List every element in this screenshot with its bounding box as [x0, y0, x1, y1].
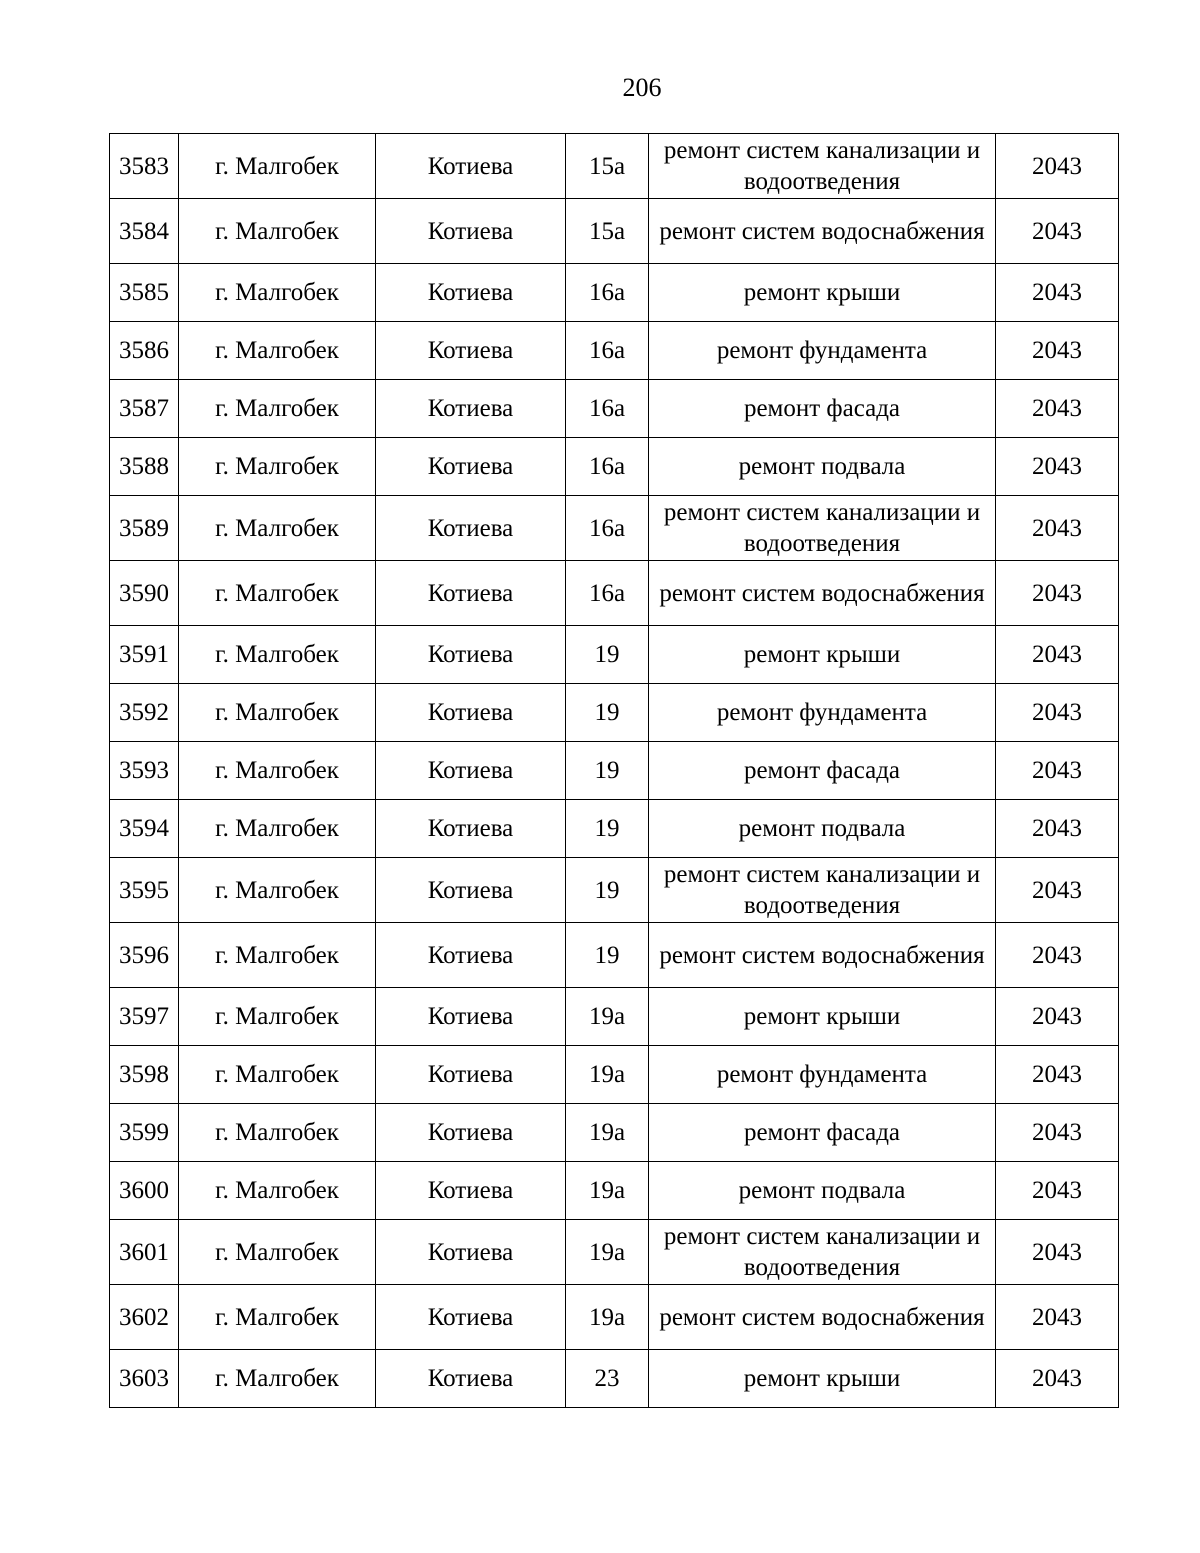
work-type-cell: ремонт систем водоснабжения — [649, 1285, 996, 1350]
work-type-cell: ремонт систем канализации и водоотведения — [649, 858, 996, 923]
year-cell: 2043 — [996, 1162, 1119, 1220]
row-number-cell: 3592 — [110, 684, 179, 742]
street-cell: Котиева — [376, 684, 566, 742]
row-number-cell: 3603 — [110, 1350, 179, 1408]
table-row — [110, 438, 1119, 496]
table-row — [110, 1220, 1119, 1285]
house-cell: 16а — [566, 380, 649, 438]
row-number-cell: 3588 — [110, 438, 179, 496]
city-cell: г. Малгобек — [179, 1285, 376, 1350]
table-row — [110, 496, 1119, 561]
row-number-cell: 3597 — [110, 988, 179, 1046]
table-row — [110, 134, 1119, 199]
house-cell: 15а — [566, 134, 649, 199]
street-cell: Котиева — [376, 626, 566, 684]
year-cell: 2043 — [996, 1104, 1119, 1162]
house-cell: 16а — [566, 264, 649, 322]
city-cell: г. Малгобек — [179, 134, 376, 199]
street-cell: Котиева — [376, 1104, 566, 1162]
year-cell: 2043 — [996, 264, 1119, 322]
work-type-cell: ремонт крыши — [649, 1350, 996, 1408]
street-cell: Котиева — [376, 134, 566, 199]
table-row — [110, 1285, 1119, 1350]
house-cell: 19а — [566, 1162, 649, 1220]
table-row — [110, 1350, 1119, 1408]
table-row — [110, 684, 1119, 742]
work-type-cell: ремонт систем водоснабжения — [649, 199, 996, 264]
year-cell: 2043 — [996, 858, 1119, 923]
year-cell: 2043 — [996, 1220, 1119, 1285]
city-cell: г. Малгобек — [179, 742, 376, 800]
house-cell: 19а — [566, 1104, 649, 1162]
row-number-cell: 3598 — [110, 1046, 179, 1104]
house-cell: 19 — [566, 742, 649, 800]
city-cell: г. Малгобек — [179, 1350, 376, 1408]
table-body — [110, 134, 1119, 1408]
work-type-cell: ремонт подвала — [649, 438, 996, 496]
row-number-cell: 3590 — [110, 561, 179, 626]
street-cell: Котиева — [376, 1046, 566, 1104]
work-type-cell: ремонт крыши — [649, 264, 996, 322]
table-row — [110, 858, 1119, 923]
house-cell: 15а — [566, 199, 649, 264]
row-number-cell: 3596 — [110, 923, 179, 988]
row-number-cell: 3601 — [110, 1220, 179, 1285]
table-row — [110, 1104, 1119, 1162]
year-cell: 2043 — [996, 1350, 1119, 1408]
table-row — [110, 380, 1119, 438]
city-cell: г. Малгобек — [179, 264, 376, 322]
city-cell: г. Малгобек — [179, 1046, 376, 1104]
row-number-cell: 3583 — [110, 134, 179, 199]
year-cell: 2043 — [996, 438, 1119, 496]
house-cell: 19 — [566, 626, 649, 684]
city-cell: г. Малгобек — [179, 626, 376, 684]
row-number-cell: 3585 — [110, 264, 179, 322]
work-type-cell: ремонт фасада — [649, 1104, 996, 1162]
house-cell: 19 — [566, 923, 649, 988]
street-cell: Котиева — [376, 199, 566, 264]
city-cell: г. Малгобек — [179, 380, 376, 438]
work-type-cell: ремонт подвала — [649, 800, 996, 858]
year-cell: 2043 — [996, 626, 1119, 684]
row-number-cell: 3599 — [110, 1104, 179, 1162]
house-cell: 16а — [566, 322, 649, 380]
street-cell: Котиева — [376, 438, 566, 496]
house-cell: 19а — [566, 1046, 649, 1104]
house-cell: 16а — [566, 561, 649, 626]
row-number-cell: 3593 — [110, 742, 179, 800]
row-number-cell: 3591 — [110, 626, 179, 684]
house-cell: 16а — [566, 496, 649, 561]
house-cell: 19 — [566, 684, 649, 742]
street-cell: Котиева — [376, 1350, 566, 1408]
table-row — [110, 626, 1119, 684]
house-cell: 19а — [566, 1285, 649, 1350]
row-number-cell: 3589 — [110, 496, 179, 561]
street-cell: Котиева — [376, 1162, 566, 1220]
work-type-cell: ремонт систем канализации и водоотведения — [649, 1220, 996, 1285]
year-cell: 2043 — [996, 742, 1119, 800]
table-row — [110, 322, 1119, 380]
city-cell: г. Малгобек — [179, 561, 376, 626]
row-number-cell: 3584 — [110, 199, 179, 264]
city-cell: г. Малгобек — [179, 988, 376, 1046]
city-cell: г. Малгобек — [179, 858, 376, 923]
work-type-cell: ремонт крыши — [649, 626, 996, 684]
work-type-cell: ремонт фундамента — [649, 684, 996, 742]
house-cell: 16а — [566, 438, 649, 496]
table-row — [110, 1162, 1119, 1220]
row-number-cell: 3594 — [110, 800, 179, 858]
house-cell: 19 — [566, 858, 649, 923]
house-cell: 19а — [566, 988, 649, 1046]
year-cell: 2043 — [996, 496, 1119, 561]
street-cell: Котиева — [376, 561, 566, 626]
city-cell: г. Малгобек — [179, 684, 376, 742]
table-row — [110, 988, 1119, 1046]
year-cell: 2043 — [996, 684, 1119, 742]
city-cell: г. Малгобек — [179, 1104, 376, 1162]
year-cell: 2043 — [996, 199, 1119, 264]
year-cell: 2043 — [996, 923, 1119, 988]
city-cell: г. Малгобек — [179, 199, 376, 264]
house-cell: 23 — [566, 1350, 649, 1408]
row-number-cell: 3595 — [110, 858, 179, 923]
work-type-cell: ремонт крыши — [649, 988, 996, 1046]
work-type-cell: ремонт систем канализации и водоотведения — [649, 134, 996, 199]
table-row — [110, 1046, 1119, 1104]
row-number-cell: 3600 — [110, 1162, 179, 1220]
repair-schedule-table — [109, 133, 1119, 1408]
table-row — [110, 264, 1119, 322]
work-type-cell: ремонт фасада — [649, 742, 996, 800]
year-cell: 2043 — [996, 380, 1119, 438]
street-cell: Котиева — [376, 988, 566, 1046]
house-cell: 19а — [566, 1220, 649, 1285]
year-cell: 2043 — [996, 1046, 1119, 1104]
row-number-cell: 3602 — [110, 1285, 179, 1350]
work-type-cell: ремонт систем водоснабжения — [649, 923, 996, 988]
city-cell: г. Малгобек — [179, 322, 376, 380]
work-type-cell: ремонт систем водоснабжения — [649, 561, 996, 626]
city-cell: г. Малгобек — [179, 1162, 376, 1220]
table-row — [110, 199, 1119, 264]
street-cell: Котиева — [376, 322, 566, 380]
work-type-cell: ремонт подвала — [649, 1162, 996, 1220]
page-number: 206 — [622, 73, 662, 102]
city-cell: г. Малгобек — [179, 923, 376, 988]
work-type-cell: ремонт фундамента — [649, 322, 996, 380]
street-cell: Котиева — [376, 264, 566, 322]
year-cell: 2043 — [996, 988, 1119, 1046]
table-row — [110, 742, 1119, 800]
street-cell: Котиева — [376, 923, 566, 988]
table-row — [110, 800, 1119, 858]
street-cell: Котиева — [376, 1285, 566, 1350]
street-cell: Котиева — [376, 496, 566, 561]
street-cell: Котиева — [376, 380, 566, 438]
year-cell: 2043 — [996, 134, 1119, 199]
work-type-cell: ремонт фасада — [649, 380, 996, 438]
work-type-cell: ремонт систем канализации и водоотведения — [649, 496, 996, 561]
work-type-cell: ремонт фундамента — [649, 1046, 996, 1104]
table-row — [110, 561, 1119, 626]
city-cell: г. Малгобек — [179, 1220, 376, 1285]
table-row — [110, 923, 1119, 988]
street-cell: Котиева — [376, 800, 566, 858]
city-cell: г. Малгобек — [179, 800, 376, 858]
street-cell: Котиева — [376, 1220, 566, 1285]
city-cell: г. Малгобек — [179, 438, 376, 496]
city-cell: г. Малгобек — [179, 496, 376, 561]
row-number-cell: 3586 — [110, 322, 179, 380]
street-cell: Котиева — [376, 858, 566, 923]
house-cell: 19 — [566, 800, 649, 858]
year-cell: 2043 — [996, 561, 1119, 626]
year-cell: 2043 — [996, 1285, 1119, 1350]
year-cell: 2043 — [996, 322, 1119, 380]
row-number-cell: 3587 — [110, 380, 179, 438]
year-cell: 2043 — [996, 800, 1119, 858]
street-cell: Котиева — [376, 742, 566, 800]
